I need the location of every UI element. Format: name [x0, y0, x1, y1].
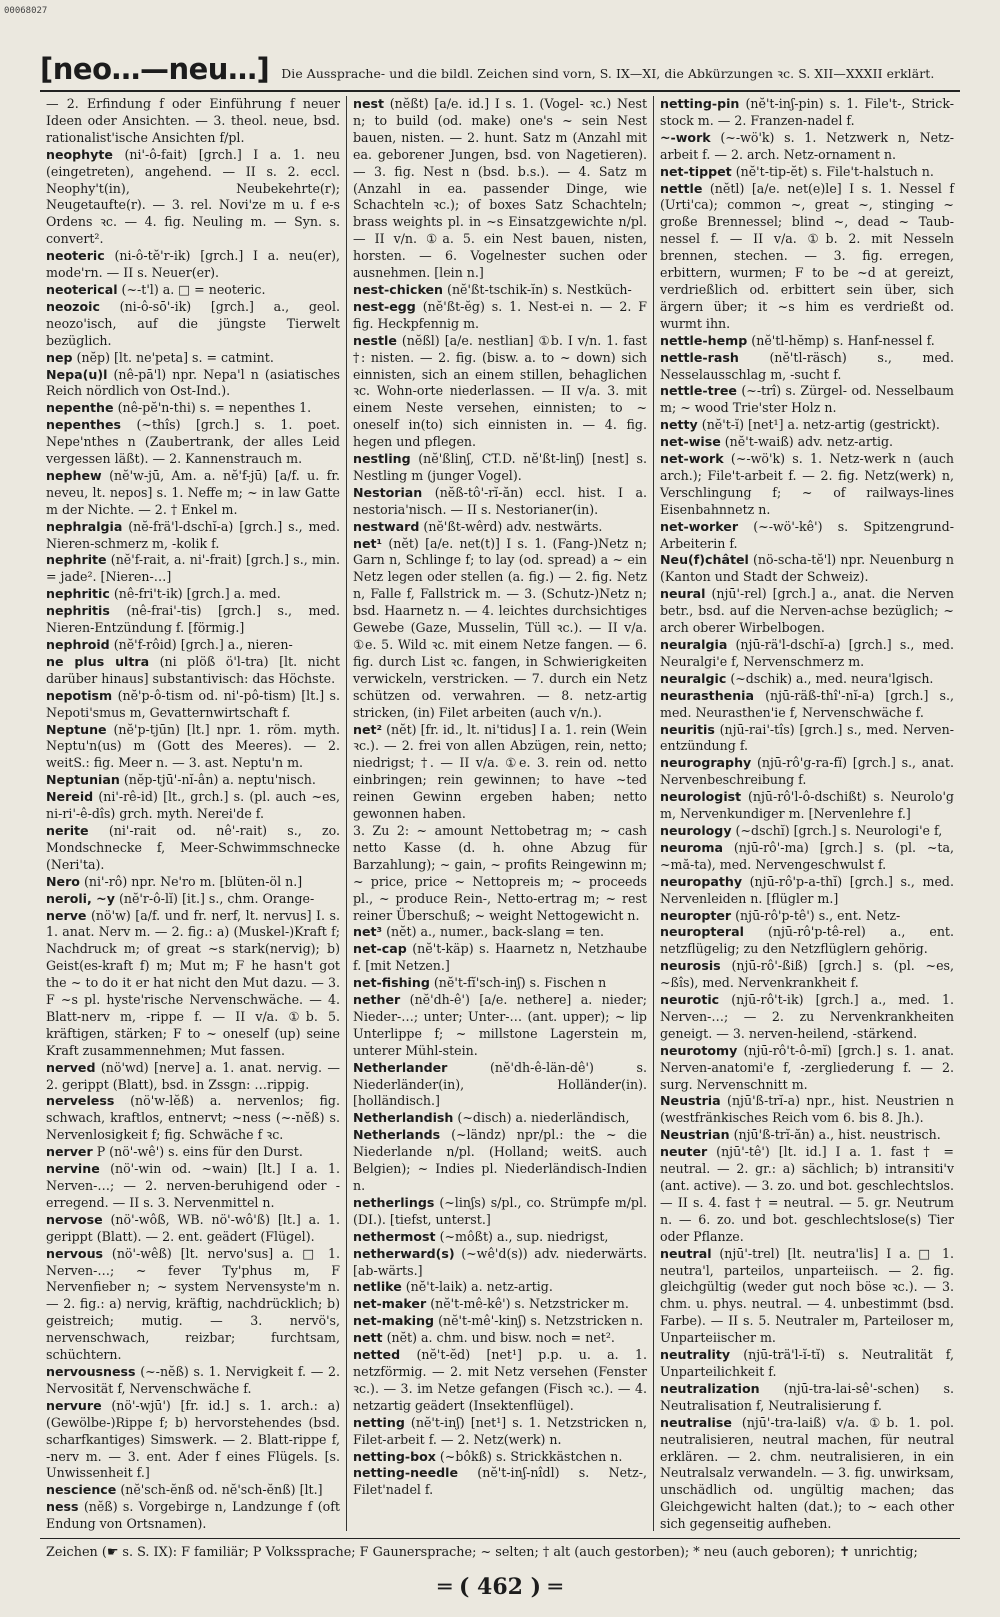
- dictionary-entry: [660, 586, 954, 637]
- entry-definition: (njū-rô'g-ra-fĭ) [grch.] s., anat. Nervenbeschreibung f.: [660, 755, 954, 788]
- entry-definition: (~disch) a. niederländisch,: [457, 1110, 630, 1126]
- dictionary-entry: [46, 147, 340, 248]
- dictionary-entry: [46, 586, 340, 603]
- entry-definition: (nĕ't-inʃ-pin) s. 1. File't-, Strick-stock m. — 2. Franzen-nadel f.: [660, 96, 954, 128]
- dictionary-entry: [46, 519, 340, 553]
- dictionary-entry: [353, 282, 647, 299]
- entry-definition: (nĕ't-waiß) adv. netz-artig.: [724, 434, 894, 450]
- entry-headword: net-wise: [660, 434, 721, 450]
- dictionary-entry: [660, 722, 954, 756]
- entry-headword: neurologist: [660, 789, 742, 805]
- entry-headword: nepenthes: [46, 417, 122, 433]
- dictionary-entry: [353, 1229, 647, 1246]
- dictionary-entry: [46, 468, 340, 519]
- dictionary-entry: [353, 1465, 647, 1499]
- entry-headword: net-making: [353, 1313, 435, 1329]
- entry-headword: netting-box: [353, 1448, 436, 1464]
- entry-definition: (~dschĭ) [grch.] s. Neurologi'e f,: [735, 822, 943, 838]
- column-1: [40, 96, 346, 1531]
- entry-definition: (ni plöß ö'l-tra) [lt. nicht darüber hinaus] substantivisch: das Höchste.: [46, 653, 340, 686]
- dictionary-entry: [46, 789, 340, 823]
- dictionary-entry: [353, 1246, 647, 1280]
- entry-definition: (ni'-ô-fait) [grch.] I a. 1. neu (eingetreten), angehend. — II s. 2. eccl. Neophy't(in), Neubekehrte(r); Neugetaufte(r). — 3. rel. Novi'ze m u. f e-s Ordens ꝛc. — 4. fig. Neuling m. — Syn. s. convert².: [46, 146, 340, 247]
- dictionary-entry: [660, 688, 954, 722]
- dictionary-entry: [353, 536, 647, 722]
- entry-definition: (njū'-tra-laiß) v/a. ①b. 1. pol. neutralisieren, neutral machen, für neutral erklären. — 2. chm. neutralisieren, in ein Neutralsalz verwandeln. — 3. fig. unwirksam, unschädlich od. ungültig machen; das Gleichgewicht halten (dat.); to ~ each other sich gegenseitig aufheben.: [660, 1414, 954, 1531]
- dictionary-entry: [46, 1499, 340, 1531]
- dictionary-entry: [353, 1347, 647, 1415]
- entry-definition: (ni-ô-sō'-ik) [grch.] a., geol. neozo'isch, auf die jüngste Tierwelt bezüglich.: [46, 298, 340, 348]
- dictionary-entry: [353, 823, 647, 924]
- dictionary-entry: [46, 603, 340, 637]
- entry-definition: (nĕ'ßt-wêrd) adv. nestwärts.: [423, 518, 603, 534]
- entry-definition: (nĕt) a., numer., back-slang = ten.: [386, 924, 604, 940]
- entry-headword: nether: [353, 992, 401, 1008]
- entry-headword: nervine: [46, 1161, 100, 1177]
- scan-id: 00068027: [4, 6, 48, 16]
- entry-headword: Nero: [46, 873, 80, 889]
- dictionary-entry: [353, 941, 647, 975]
- entry-headword: nettle-rash: [660, 349, 739, 365]
- dictionary-entry: [660, 908, 954, 925]
- entry-definition: (~thîs) [grch.] s. 1. poet. Nepe'nthes n (Zaubertrank, der alles Leid vergessen läßt). — 2. Kannenstrauch m.: [46, 417, 340, 467]
- dictionary-entry: [353, 96, 647, 282]
- dictionary-entry: [660, 130, 954, 164]
- entry-headword: nescience: [46, 1482, 117, 1498]
- entry-headword: Neptune: [46, 721, 107, 737]
- entry-definition: (nĕ'tl-räsch) s., med. Nesselausschlag m, -sucht f.: [660, 349, 954, 382]
- entry-headword: neuroma: [660, 839, 723, 855]
- dictionary-entry: [660, 924, 954, 958]
- dictionary-entry: [660, 1144, 954, 1245]
- dictionary-entry: [46, 96, 340, 147]
- entry-definition: (njū'ß-trĭ-a) npr., hist. Neustrien n (westfränkisches Reich vom 6. bis 8. Jh.).: [660, 1093, 954, 1126]
- dictionary-entry: [46, 1060, 340, 1094]
- entry-definition: (~ländz) npr/pl.: the ~ die Niederlande n/pl. (Holland; weitS. auch Belgien); ~ Indies pl. Niederländisch-Indien n.: [353, 1127, 647, 1193]
- entry-definition: (nö'-wjū') [fr. id.] s. 1. arch.: a) (Gewölbe-)Rippe f; b) hervorstehendes (bsd. scharfkantiges) Simswerk. — 2. Blatt-rippe f, -nerv m. — 3. ent. Ader f eines Flügels. [s. Unwissenheit f.]: [46, 1397, 340, 1481]
- entry-headword: nephrite: [46, 552, 107, 568]
- entry-definition: (nĕ't-inʃ) [net¹] s. 1. Netzstricken n, Filet-arbeit f. — 2. Netz(werk) n.: [353, 1414, 647, 1447]
- entry-headword: Netherlandish: [353, 1110, 454, 1126]
- entry-definition: (nĕ't-mê'-kinʃ) s. Netzstricken n.: [438, 1313, 644, 1329]
- entry-definition: (nĕ't-laik) a. netz-artig.: [405, 1279, 553, 1295]
- dictionary-entry: [46, 248, 340, 282]
- entry-definition: (njū-trä'l-ĭ-tĭ) s. Neutralität f, Unparteilichkeit f.: [660, 1347, 954, 1379]
- entry-definition: (nĕ'f-rait, a. ni'-frait) [grch.] s., min. = jade². [Nieren-…]: [46, 552, 340, 585]
- column-3: [653, 96, 960, 1531]
- entry-headword: net-worker: [660, 518, 739, 534]
- entry-headword: neural: [660, 586, 706, 602]
- dictionary-entry: [353, 1279, 647, 1296]
- dictionary-entry: [46, 367, 340, 401]
- entry-definition: (nĕ'tl-hĕmp) s. Hanf-nessel f.: [751, 332, 935, 348]
- entry-headword: ness: [46, 1499, 79, 1515]
- dictionary-entry: [353, 1060, 647, 1111]
- dictionary-columns: [40, 96, 960, 1531]
- dictionary-entry: [353, 299, 647, 333]
- dictionary-entry: [46, 417, 340, 468]
- entry-headword: nerved: [46, 1059, 96, 1075]
- entry-headword: nephew: [46, 467, 102, 483]
- entry-definition: (~-wö'k) s. 1. Netz-werk n (auch arch.); File't-arbeit f. — 2. fig. Netz(werk) n, Verschlingung f; ~ of railways-lines Eisenbahnnetz n.: [660, 451, 954, 517]
- entry-definition: (nĕ't-inʃ-nîdl) s. Netz-, Filet'nadel f.: [353, 1465, 647, 1498]
- entry-headword: Nepa(u)l: [46, 366, 108, 382]
- entry-definition: (nĕ'ßt-tschik-ĭn) s. Nestküch-: [447, 281, 632, 297]
- entry-definition: (~-t'l) a. □ = neoteric.: [121, 281, 266, 297]
- entry-headword: netlike: [353, 1279, 402, 1295]
- entry-headword: net³: [353, 924, 383, 940]
- entry-headword: nett: [353, 1330, 383, 1346]
- entry-definition: (ni-ô-tĕ'r-ik) [grch.] I a. neu(er), mode'rn. — II s. Neuer(er).: [46, 248, 340, 281]
- entry-headword: neroli, ~y: [46, 890, 115, 906]
- entry-definition: (nĕ'p-ô-tism od. ni'-pô-tism) [lt.] s. Nepoti'smus m, Gevatternwirtschaft f.: [46, 687, 340, 720]
- entry-definition: (njū-rô'p-tê') s., ent. Netz-: [735, 907, 901, 923]
- entry-headword: neurotic: [660, 992, 720, 1008]
- dictionary-entry: [660, 1043, 954, 1094]
- entry-headword: nestle: [353, 332, 397, 348]
- entry-headword: netting-needle: [353, 1465, 458, 1481]
- entry-definition: (nö'-wêß) [lt. nervo'sus] a. □ 1. Nerven-…; ~ fever Ty'phus m, F Nervenfieber n; ~ system Nervensyste'm n. — 2. fig.: a) nervig, kräftig, nachdrücklich; b) geistreich; mutig. — 3. nervö's, nervenschwach, reizbar; furchtsam, schüchtern.: [46, 1245, 340, 1363]
- entry-definition: (nê-pā'l) npr. Nepa'l n (asiatisches Reich nördlich von Ost-Ind.).: [46, 366, 340, 399]
- entry-headword: neophyte: [46, 146, 113, 162]
- dictionary-entry: [46, 823, 340, 874]
- dictionary-entry: [660, 671, 954, 688]
- dictionary-entry: [353, 1330, 647, 1347]
- entry-definition: (~-nĕß) s. 1. Nervigkeit f. — 2. Nervosität f, Nervenschwäche f.: [46, 1363, 340, 1396]
- dictionary-entry: [353, 924, 647, 941]
- entry-definition: (~-wö'-kê') s. Spitzengrund-Arbeiterin f.: [660, 518, 954, 551]
- entry-definition: (nĕ't-mê-kê') s. Netzstricker m.: [430, 1296, 629, 1312]
- footer-rule: [40, 1538, 960, 1539]
- entry-headword: neurography: [660, 755, 752, 771]
- entry-definition: (njū-räß-thî'-nĭ-a) [grch.] s., med. Neurasthen'ie f, Nervenschwäche f.: [660, 687, 954, 720]
- entry-definition: (njū'-rel) [grch.] a., anat. die Nerven betr., bsd. auf die Nerven-achse bezüglich; ~ arch oberer Wirbelbogen.: [660, 586, 954, 636]
- entry-headword: ne plus ultra: [46, 653, 150, 669]
- page-header: [40, 50, 960, 92]
- dictionary-entry: [660, 789, 954, 823]
- entry-definition: (nĕp) [lt. ne'peta] s. = catmint.: [76, 349, 274, 365]
- dictionary-entry: [660, 1127, 954, 1144]
- dictionary-entry: [660, 96, 954, 130]
- dictionary-entry: [353, 1296, 647, 1313]
- entry-headword: net-cap: [353, 941, 407, 957]
- dictionary-entry: [46, 400, 340, 417]
- entry-definition: (nĕ'f-rôid) [grch.] a., nieren-: [113, 637, 293, 652]
- dictionary-entry: [46, 282, 340, 299]
- entry-definition: (nĕ'p-tjūn) [lt.] npr. 1. röm. myth. Neptu'n(us) m (Gott des Meeres). — 2. weitS.: fig. Meer n. — 3. ast. Neptu'n m.: [46, 721, 340, 771]
- entry-headword: net-work: [660, 451, 724, 467]
- entry-definition: (nĕ'ßlinʃ, CT.D. nĕ'ßt-linʃ) [nest] s. Nestling m (junger Vogel).: [353, 451, 647, 483]
- entry-definition: P (nö'-wê') s. eins für den Durst.: [96, 1144, 303, 1160]
- entry-headword: neurasthenia: [660, 687, 754, 703]
- entry-headword: nervous: [46, 1245, 104, 1261]
- entry-definition: (nĕ't-ĕd) [net¹] p.p. u. a. 1. netzförmig. — 2. mit Netz versehen (Fenster ꝛc.). — 3. im Netze gefangen (Fisch ꝛc.). — 4. netzartig geädert (Insektenflügel).: [353, 1347, 647, 1413]
- dictionary-entry: [46, 299, 340, 350]
- entry-headword: Neustrian: [660, 1127, 730, 1143]
- entry-definition: (njū'-tê') [lt. id.] I a. 1. fast † = neutral. — 2. gr.: a) sächlich; b) intransiti'v (ant. active). — 3. zo. und bot. geschlechtslos. — II s. 4. fast † = neutral. — 5. gr. Neutrum n. — 6. zo. und bot. geschlechtslose(s) Tier oder Pflanze.: [660, 1144, 954, 1244]
- dictionary-entry: [353, 519, 647, 536]
- dictionary-entry: [660, 637, 954, 671]
- running-head: [neo…—neu…]: [40, 52, 270, 86]
- entry-definition: (~dschik) a., med. neura'lgisch.: [730, 670, 934, 686]
- dictionary-entry: [660, 417, 954, 434]
- entry-definition: (njū-rô't-ik) [grch.] a., med. 1. Nerven-…; — 2. zu Nervenkrankheiten geneigt. — 3. nerven-heilend, -stärkend.: [660, 992, 954, 1041]
- dictionary-entry: [353, 1195, 647, 1229]
- dictionary-entry: [46, 1246, 340, 1364]
- entry-definition: (nĕp-tjū'-nĭ-ân) a. neptu'nisch.: [123, 772, 316, 788]
- dictionary-entry: [46, 891, 340, 908]
- entry-headword: neutralise: [660, 1414, 732, 1430]
- entry-definition: (~linʃs) s/pl., co. Strümpfe m/pl. (DI.). [tiefst, unterst.]: [353, 1194, 648, 1227]
- dictionary-entry: [353, 485, 647, 519]
- entry-definition: (nê-frai'-tis) [grch.] s., med. Nieren-Entzündung f. [förmig.]: [46, 603, 340, 636]
- entry-definition: (nö'wd) [nerve] a. 1. anat. nervig. — 2. gerippt (Blatt), bsd. in Zssgn: …rippig.: [46, 1059, 340, 1092]
- dictionary-entry: [46, 1398, 340, 1483]
- entry-definition: (nĕ't-fĭ'sch-inʃ) s. Fischen n: [433, 975, 607, 991]
- entry-headword: netting-pin: [660, 96, 740, 111]
- entry-definition: (ni'-rô) npr. Ne'ro m. [blüten-öl n.]: [83, 873, 303, 889]
- entry-headword: net¹: [353, 535, 383, 551]
- entry-definition: (nê-fri't-ik) [grch.] a. med.: [113, 586, 281, 602]
- entry-headword: ~-work: [660, 129, 711, 145]
- entry-headword: neutral: [660, 1245, 712, 1261]
- page-number: ═ ( 462 ) ═: [438, 1574, 562, 1600]
- dictionary-entry: [46, 1212, 340, 1246]
- entry-headword: nephralgia: [46, 518, 123, 534]
- dictionary-entry: [46, 1482, 340, 1499]
- header-note: Die Aussprache- und die bildl. Zeichen sind vorn, S. IX—XI, die Abkürzungen ꝛc. S. XII—XXXII erklärt.: [281, 66, 935, 81]
- entry-headword: neuropathy: [660, 873, 743, 889]
- entry-headword: neoterical: [46, 281, 118, 297]
- entry-definition: (njū'ß-trĭ-ăn) a., hist. neustrisch.: [733, 1127, 941, 1143]
- entry-definition: (njū-rô'p-tê-rel) a., ent. netzflügelig; zu den Netzflüglern gehörig.: [660, 924, 954, 957]
- entry-definition: (~bôkß) s. Strickkästchen n.: [439, 1448, 623, 1464]
- entry-headword: neutralization: [660, 1380, 760, 1396]
- entry-headword: neuter: [660, 1144, 708, 1160]
- entry-definition: (nö-scha-tĕ'l) npr. Neuenburg n (Kanton und Stadt der Schweiz).: [660, 552, 954, 585]
- entry-headword: nest: [353, 96, 385, 111]
- entry-headword: nest-chicken: [353, 281, 444, 297]
- entry-definition: (nĕß-tô'-rĭ-ăn) eccl. hist. I a. nestoria'nisch. — II s. Nestorianer(in).: [353, 484, 647, 517]
- entry-headword: nestward: [353, 518, 420, 534]
- entry-headword: Nereid: [46, 789, 94, 805]
- dictionary-entry: [46, 722, 340, 773]
- dictionary-entry: [660, 383, 954, 417]
- entry-headword: Neptunian: [46, 772, 120, 788]
- entry-headword: nethermost: [353, 1228, 436, 1244]
- entry-headword: Netherlands: [353, 1127, 441, 1143]
- entry-headword: Netherlander: [353, 1059, 448, 1075]
- entry-definition: (nĕ-frä'l-dschĭ-a) [grch.] s., med. Nieren-schmerz m, -kolik f.: [46, 518, 340, 551]
- dictionary-entry: [660, 823, 954, 840]
- entry-definition: (njū-rô'l-ô-dschißt) s. Neurolo'g m, Nervenkundiger m. [Nervenlehre f.]: [660, 789, 954, 822]
- entry-headword: nerveless: [46, 1093, 115, 1109]
- dictionary-entry: [660, 519, 954, 553]
- entry-headword: nepenthe: [46, 400, 114, 416]
- entry-headword: net-maker: [353, 1296, 427, 1312]
- dictionary-entry: [660, 958, 954, 992]
- dictionary-entry: [660, 1093, 954, 1127]
- entry-headword: nest-egg: [353, 298, 416, 314]
- dictionary-entry: [46, 908, 340, 1060]
- entry-headword: Nestorian: [353, 484, 423, 500]
- dictionary-entry: [353, 1110, 647, 1127]
- entry-definition: (njū-tra-lai-sê'-schen) s. Neutralisation f, Neutralisierung f.: [660, 1380, 954, 1413]
- dictionary-entry: [46, 772, 340, 789]
- entry-definition: (njū-rä'l-dschĭ-a) [grch.] s., med. Neuralgi'e f, Nervenschmerz m.: [660, 637, 954, 669]
- dictionary-entry: [46, 1144, 340, 1161]
- entry-headword: nep: [46, 349, 73, 365]
- dictionary-entry: [660, 350, 954, 384]
- entry-headword: neurosis: [660, 958, 721, 974]
- entry-definition: 3. Zu 2: ~ amount Nettobetrag m; ~ cash netto Kasse (d. h. ohne Abzug für Barzahlung); ~ gain, ~ profits Reingewinn m; ~ price, price ~ Nettopreis m; ~ proceeds pl., ~ produce Rein-, Netto-ertrag m; ~ rest reiner Überschuß; ~ weight Nettogewicht n.: [353, 822, 647, 923]
- entry-headword: nervure: [46, 1397, 102, 1413]
- entry-headword: neuropteral: [660, 924, 744, 940]
- dictionary-entry: [660, 874, 954, 908]
- entry-headword: netherlings: [353, 1194, 435, 1210]
- entry-headword: netting: [353, 1414, 405, 1430]
- dictionary-entry: [353, 451, 647, 485]
- entry-headword: Neu(f)châtel: [660, 552, 749, 568]
- dictionary-entry: [46, 637, 340, 654]
- dictionary-entry: [660, 1415, 954, 1531]
- dictionary-entry: [660, 1246, 954, 1347]
- dictionary-entry: [46, 1093, 340, 1144]
- dictionary-entry: [46, 688, 340, 722]
- entry-headword: neutrality: [660, 1347, 731, 1363]
- entry-definition: (nö'-win od. ~wain) [lt.] I a. 1. Nerven-…; — 2. nerven-beruhigend oder -erregend. — II s. 3. Nervenmittel n.: [46, 1161, 340, 1210]
- entry-headword: nervose: [46, 1211, 103, 1227]
- entry-definition: (nĕ'ßt-ĕg) s. 1. Nest-ei n. — 2. F fig. Heckpfennig m.: [353, 298, 647, 331]
- entry-definition: — 2. Erfindung f oder Einführung f neuer Ideen oder Ansichten. — 3. theol. neue, bsd. rationalist'ische Ansichten f/pl.: [46, 96, 340, 145]
- dictionary-entry: [353, 1415, 647, 1449]
- entry-definition: (njū-rô't-ô-mĭ) [grch.] s. 1. anat. Nerven-anatomi'e f, -zergliederung f. — 2. surg. Nervenschnitt m.: [660, 1042, 954, 1092]
- entry-definition: (nĕ'r-ô-lĭ) [it.] s., chm. Orange-: [118, 890, 315, 906]
- entry-headword: neuritis: [660, 721, 715, 737]
- dictionary-entry: [353, 975, 647, 992]
- entry-headword: nephroid: [46, 637, 110, 652]
- dictionary-entry: [353, 333, 647, 451]
- entry-definition: (njū'-trel) [lt. neutra'lis] I a. □ 1. neutra'l, parteilos, unparteiisch. — 2. fig. gleichgültig (weder gut noch böse ꝛc.). — 3. chm. u. phys. neutral. — 4. unbestimmt (bsd. Farbe). — II s. 5. Neutraler m, Parteiloser m, Unparteiischer m.: [660, 1245, 954, 1346]
- dictionary-entry: [353, 1449, 647, 1466]
- entry-definition: (nĕ'sch-ĕnß od. nĕ'sch-ĕnß) [lt.]: [120, 1482, 323, 1498]
- entry-headword: nestling: [353, 451, 411, 467]
- entry-definition: (njū-rô'-ßiß) [grch.] s. (pl. ~es, ~ßîs), med. Nervenkrankheit f.: [660, 958, 954, 991]
- entry-headword: nepotism: [46, 687, 113, 703]
- entry-definition: (nĕßl) [a/e. nestlian] ①b. I v/n. 1. fast †: nisten. — 2. fig. (bisw. a. to ~ down) sich einnisten, sich an einem stillen, behaglichen ꝛc. Wohn-orte niederlassen. — II v/a. 3. mit einem Neste versehen, einnisten; to ~ oneself in(to) sich einnisten in. — 4. fig. hegen und pflegen.: [353, 332, 647, 450]
- entry-definition: (nö'w) [a/f. und fr. nerf, lt. nervus] I. s. 1. anat. Nerv m. — 2. fig.: a) (Muskel-)Kraft f; Nachdruck m; of great ~s stark(nervig); b) Geist(es-kraft f) m; Mut m; F he hasn't got the ~ to do it er hat nicht den Mut dazu. — 3. F ~s pl. hyste'rische Nervenschwäche. — 4. Blatt-nerv m, -rippe f. — II v/a. ①b. 5. kräftigen, stärken; F to ~ oneself (up) seine Kraft zusammennehmen; Mut fassen.: [46, 907, 340, 1058]
- entry-headword: net-fishing: [353, 975, 430, 991]
- entry-headword: nephritic: [46, 586, 110, 602]
- symbol-legend: Zeichen (☛ s. S. IX): F familiär; P Volkssprache; F Gaunersprache; ~ selten; † alt (auch gestorben); * neu (auch geboren); ✝ unrichtig;: [46, 1545, 918, 1560]
- entry-headword: nephritis: [46, 603, 110, 619]
- dictionary-entry: [353, 992, 647, 1060]
- dictionary-entry: [353, 722, 647, 823]
- entry-definition: (nĕt) [a/e. net(t)] I s. 1. (Fang-)Netz n; Garn n, Schlinge f; to lay (od. spread) a ~ ein Netz legen oder stellen (a. fig.) — 2. fig. Netz n, Falle f, Fallstrick m. — 3. (Schutz-)Netz n; bsd. Haarnetz n. — 4. leichtes durchsichtiges Gewebe (Gaze, Musselin, Tüll ꝛc.). — II v/a. ①e. 5. Wild ꝛc. mit einem Netze fangen. — 6. fig. durch List ꝛc. fangen, in Schwierigkeiten verwickeln, verstricken. — 7. durch ein Netz schützen od. verwahren. — 8. netz-artig stricken, (in) Filet arbeiten (auch v/n.).: [353, 535, 647, 720]
- entry-definition: (njū-rô'p-a-thĭ) [grch.] s., med. Nervenleiden n. [flügler m.]: [660, 873, 954, 906]
- dictionary-entry: [46, 1364, 340, 1398]
- entry-definition: (nĕ'dh-ê') [a/e. nethere] a. nieder; Nieder-…; unter; Unter-… (ant. upper); ~ lip Unterlippe f; ~ millstone Lagerstein m, unterer Mühl-stein.: [353, 992, 647, 1058]
- entry-headword: nettle-tree: [660, 383, 737, 399]
- entry-headword: nerve: [46, 907, 87, 923]
- entry-definition: (nĕtl) [a/e. net(e)le] I s. 1. Nessel f (Urti'ca); common ~, great ~, stinging ~ große Brennessel; blind ~, dead ~ Taub-nessel f. — II v/a. ①b. 2. mit Nesseln brennen, stechen. — 3. fig. erregen, erbittern, wurmen; F to be ~d at gereizt, verdrießlich od. erbittert sein über, sich ärgern über; it ~s him es verdrießt od. wurmt ihn.: [660, 180, 954, 331]
- entry-definition: (njū-rai'-tîs) [grch.] s., med. Nerven-entzündung f.: [660, 721, 954, 754]
- entry-headword: netherward(s): [353, 1245, 455, 1261]
- dictionary-entry: [46, 874, 340, 891]
- entry-headword: neuralgia: [660, 637, 728, 652]
- entry-headword: neurology: [660, 822, 732, 838]
- entry-definition: (nö'-wôß, WB. nö'-wô'ß) [lt.] a. 1. gerippt (Blatt). — 2. ent. geädert (Flügel).: [46, 1211, 340, 1244]
- dictionary-entry: [353, 1313, 647, 1330]
- dictionary-entry: [660, 181, 954, 333]
- entry-headword: neozoic: [46, 298, 100, 314]
- entry-headword: nettle: [660, 180, 703, 196]
- entry-definition: (~wê'd(s)) adv. niederwärts. [ab-wärts.]: [353, 1245, 647, 1278]
- entry-definition: (nê-pĕ'n-thi) s. = nepenthes 1.: [117, 400, 312, 416]
- dictionary-entry: [660, 434, 954, 451]
- dictionary-entry: [660, 164, 954, 181]
- entry-headword: nerver: [46, 1144, 93, 1160]
- entry-definition: (nĕ'dh-ê-län-dê') s. Niederländer(in), Holländer(in). [holländisch.]: [353, 1059, 647, 1109]
- entry-headword: net-tippet: [660, 163, 732, 179]
- entry-headword: nervousness: [46, 1363, 136, 1379]
- entry-definition: (~môßt) a., sup. niedrigst,: [439, 1228, 609, 1244]
- entry-headword: netty: [660, 417, 698, 433]
- entry-headword: neuralgic: [660, 670, 727, 686]
- entry-definition: (njū-rô'-ma) [grch.] s. (pl. ~ta, ~mă-ta), med. Nervengeschwulst f.: [660, 839, 954, 872]
- entry-definition: (~-trî) s. Zürgel- od. Nesselbaum m; ~ wood Trie'ster Holz n.: [660, 383, 954, 416]
- entry-headword: neuropter: [660, 907, 732, 923]
- dictionary-entry: [660, 1381, 954, 1415]
- column-2: [346, 96, 653, 1531]
- dictionary-entry: [353, 1127, 647, 1195]
- entry-definition: (nö'w-lĕß) a. nervenlos; fig. schwach, kraftlos, entnervt; ~ness (~-nĕß) s. Nervenlosigkeit f; fig. Schwäche f ꝛc.: [46, 1093, 340, 1143]
- entry-headword: net²: [353, 721, 383, 737]
- dictionary-entry: [660, 840, 954, 874]
- entry-definition: (nĕt) a. chm. und bisw. noch = net².: [386, 1330, 615, 1346]
- dictionary-entry: [46, 1161, 340, 1212]
- entry-definition: (nĕt) [fr. id., lt. ni'tidus] I a. 1. rein (Wein ꝛc.). — 2. frei von allen Abzügen, rein, netto; niedrigst; †. — II v/a. ①e. 3. rein od. netto einbringen; rein gewinnen; to have ~ted reinen Gewinn ergeben haben; netto gewonnen haben.: [353, 721, 648, 822]
- entry-headword: Neustria: [660, 1093, 721, 1109]
- entry-definition: (ni'-rait od. nê'-rait) s., zo. Mondschnecke f, Meer-Schwimmschnecke (Neri'ta).: [46, 822, 340, 872]
- entry-definition: (nĕ't-tip-ĕt) s. File't-halstuch n.: [735, 163, 934, 179]
- entry-definition: (nĕ't-käp) s. Haarnetz n, Netzhaube f. [mit Netzen.]: [353, 941, 647, 974]
- entry-headword: nerite: [46, 822, 89, 838]
- dictionary-entry: [46, 654, 340, 688]
- entry-headword: neurotomy: [660, 1042, 738, 1058]
- entry-definition: (nĕßt) [a/e. id.] I s. 1. (Vogel- ꝛc.) Nest n; to build (od. make) one's ~ sein Nest bauen, nisten. — 2. hunt. Satz m (Anzahl mit ea. geborener Jungen, bsd. von Nagetieren). — 3. fig. Nest n (bsd. b.s.). — 4. Satz m (Anzahl in ea. passender Dinge, wie Schachteln ꝛc.); of boxes Satz Schachteln; brass weights pl. in ~s Einsatzgewichte n/pl. — II v/n. ①a. 5. ein Nest bauen, nisten, horsten. — 6. Vogelnester suchen oder ausnehmen. [lein n.]: [353, 96, 648, 281]
- entry-definition: (nĕß) s. Vorgebirge n, Landzunge f (oft Endung von Ortsnamen).: [46, 1499, 340, 1531]
- entry-definition: (nĕ'w-jū, Am. a. nĕ'f-jū) [a/f. u. fr. neveu, lt. nepos] s. 1. Neffe m; ~ in law Gatte m der Nichte. — 2. † Enkel m.: [46, 467, 340, 517]
- entry-definition: (nĕ't-ĭ) [net¹] a. netz-artig (gestrickt).: [701, 417, 940, 433]
- dictionary-entry: [660, 552, 954, 586]
- dictionary-entry: [660, 992, 954, 1043]
- dictionary-entry: [660, 755, 954, 789]
- entry-headword: nettle-hemp: [660, 332, 748, 348]
- dictionary-entry: [660, 1347, 954, 1381]
- entry-headword: netted: [353, 1347, 401, 1363]
- dictionary-entry: [46, 552, 340, 586]
- dictionary-entry: [660, 451, 954, 519]
- entry-definition: (ni'-rê-id) [lt., grch.] s. (pl. auch ~es, ni-ri'-ê-dîs) grch. myth. Nerei'de f.: [46, 789, 340, 822]
- dictionary-entry: [46, 350, 340, 367]
- entry-headword: neoteric: [46, 248, 105, 264]
- dictionary-entry: [660, 333, 954, 350]
- entry-definition: (~-wö'k) s. 1. Netzwerk n, Netz-arbeit f. — 2. arch. Netz-ornament n.: [660, 129, 954, 162]
